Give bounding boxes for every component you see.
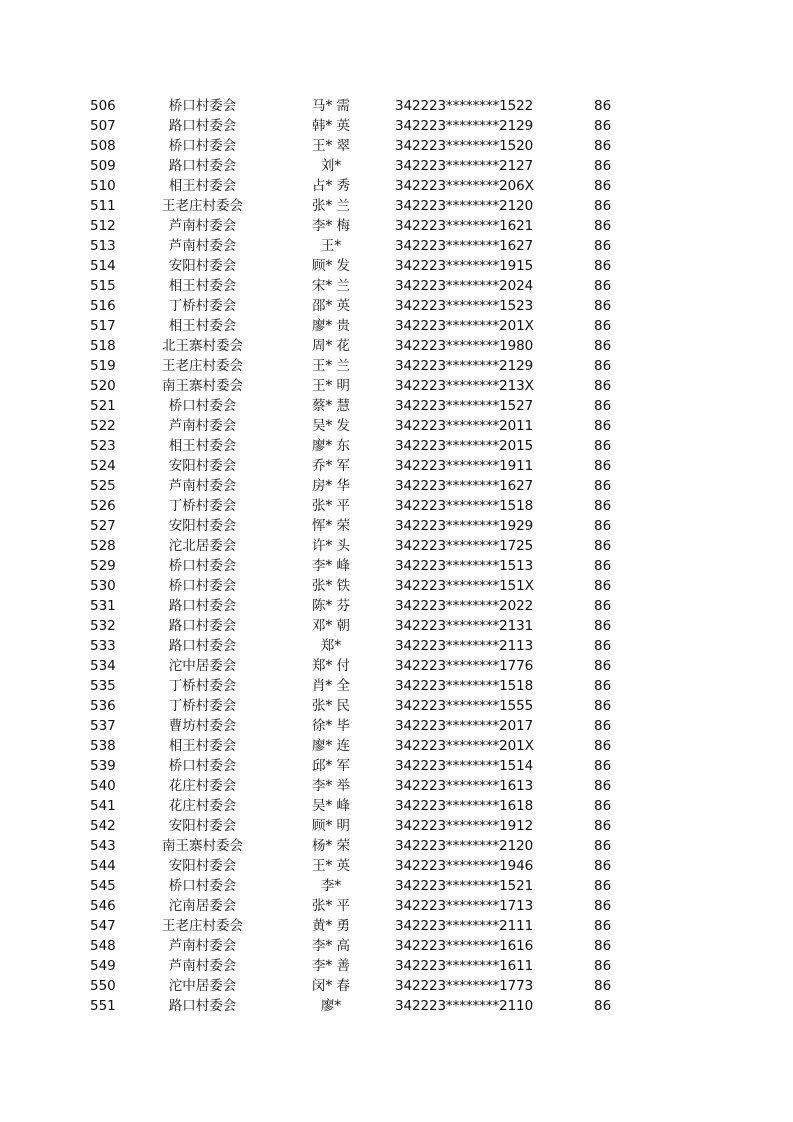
village-committee: 安阳村委会: [168, 258, 237, 274]
score-value: 86: [594, 758, 612, 774]
score-value: 86: [594, 918, 612, 934]
village-committee: 沱南居委会: [168, 898, 237, 914]
row-number: 541: [90, 798, 116, 814]
village-committee: 北王寨村委会: [162, 338, 243, 354]
table-row: [0, 676, 793, 696]
village-committee: 路口村委会: [168, 598, 237, 614]
id-number: 342223********1513: [395, 558, 534, 574]
score-value: 86: [594, 178, 612, 194]
id-number: 342223********1627: [395, 238, 534, 254]
person-name: 张* 平: [311, 898, 351, 914]
person-name: 闵* 春: [311, 978, 351, 994]
score-value: 86: [594, 298, 612, 314]
table-row: [0, 816, 793, 836]
score-value: 86: [594, 778, 612, 794]
score-value: 86: [594, 678, 612, 694]
id-number: 342223********2024: [395, 278, 534, 294]
score-value: 86: [594, 118, 612, 134]
table-row: [0, 556, 793, 576]
row-number: 512: [90, 218, 116, 234]
person-name: 李* 举: [311, 778, 351, 794]
village-committee: 沱北居委会: [168, 538, 237, 554]
person-name: 郑*: [320, 638, 342, 654]
person-name: 李*: [320, 878, 342, 894]
score-value: 86: [594, 218, 612, 234]
person-name: 许* 头: [311, 538, 351, 554]
row-number: 546: [90, 898, 116, 914]
person-name: 韩* 英: [311, 118, 351, 134]
id-number: 342223********1611: [395, 958, 534, 974]
id-number: 342223********1520: [395, 138, 534, 154]
village-committee: 南王寨村委会: [162, 838, 243, 854]
table-row: [0, 776, 793, 796]
village-committee: 花庄村委会: [168, 798, 237, 814]
row-number: 515: [90, 278, 116, 294]
id-number: 342223********1555: [395, 698, 534, 714]
row-number: 514: [90, 258, 116, 274]
id-number: 342223********1627: [395, 478, 534, 494]
table-row: [0, 656, 793, 676]
score-value: 86: [594, 598, 612, 614]
row-number: 523: [90, 438, 116, 454]
id-number: 342223********1713: [395, 898, 534, 914]
row-number: 531: [90, 598, 116, 614]
score-value: 86: [594, 638, 612, 654]
person-name: 邓* 朝: [311, 618, 351, 634]
table-row: [0, 476, 793, 496]
person-name: 吴* 发: [311, 418, 351, 434]
id-number: 342223********206X: [395, 178, 534, 194]
id-number: 342223********2120: [395, 838, 534, 854]
row-number: 551: [90, 998, 116, 1014]
score-value: 86: [594, 538, 612, 554]
person-name: 李* 梅: [311, 218, 351, 234]
id-number: 342223********213X: [395, 378, 534, 394]
id-number: 342223********1911: [395, 458, 534, 474]
id-number: 342223********201X: [395, 738, 534, 754]
village-committee: 王老庄村委会: [162, 198, 243, 214]
village-committee: 路口村委会: [168, 158, 237, 174]
village-committee: 芦南村委会: [168, 478, 237, 494]
person-name: 李* 峰: [311, 558, 351, 574]
village-committee: 南王寨村委会: [162, 378, 243, 394]
table-row: [0, 976, 793, 996]
village-committee: 安阳村委会: [168, 518, 237, 534]
score-value: 86: [594, 818, 612, 834]
id-number: 342223********2120: [395, 198, 534, 214]
id-number: 342223********2127: [395, 158, 534, 174]
village-committee: 丁桥村委会: [168, 298, 237, 314]
row-number: 518: [90, 338, 116, 354]
score-value: 86: [594, 318, 612, 334]
village-committee: 桥口村委会: [168, 578, 237, 594]
score-value: 86: [594, 878, 612, 894]
village-committee: 相王村委会: [168, 318, 237, 334]
table-row: [0, 396, 793, 416]
person-name: 廖* 贵: [311, 318, 351, 334]
person-name: 宋* 兰: [311, 278, 351, 294]
row-number: 543: [90, 838, 116, 854]
id-number: 342223********1980: [395, 338, 534, 354]
person-name: 恽* 荣: [311, 518, 351, 534]
table-row: [0, 896, 793, 916]
row-number: 524: [90, 458, 116, 474]
table-row: [0, 636, 793, 656]
village-committee: 安阳村委会: [168, 858, 237, 874]
table-row: [0, 956, 793, 976]
table-row: [0, 376, 793, 396]
village-committee: 相王村委会: [168, 738, 237, 754]
village-committee: 桥口村委会: [168, 878, 237, 894]
person-name: 周* 花: [311, 338, 351, 354]
person-name: 王* 兰: [311, 358, 351, 374]
person-name: 黄* 勇: [311, 918, 351, 934]
row-number: 550: [90, 978, 116, 994]
village-committee: 曹坊村委会: [168, 718, 237, 734]
table-row: [0, 596, 793, 616]
person-name: 廖*: [320, 998, 342, 1014]
table-row: [0, 796, 793, 816]
id-number: 342223********1621: [395, 218, 534, 234]
table-row: [0, 996, 793, 1016]
id-number: 342223********1915: [395, 258, 534, 274]
score-value: 86: [594, 158, 612, 174]
id-number: 342223********1912: [395, 818, 534, 834]
table-row: [0, 176, 793, 196]
row-number: 535: [90, 678, 116, 694]
village-committee: 路口村委会: [168, 638, 237, 654]
table-row: [0, 716, 793, 736]
village-committee: 芦南村委会: [168, 218, 237, 234]
row-number: 540: [90, 778, 116, 794]
table-row: [0, 616, 793, 636]
id-number: 342223********1518: [395, 678, 534, 694]
score-value: 86: [594, 858, 612, 874]
table-row: [0, 196, 793, 216]
row-number: 536: [90, 698, 116, 714]
row-number: 533: [90, 638, 116, 654]
score-value: 86: [594, 398, 612, 414]
score-value: 86: [594, 418, 612, 434]
table-row: [0, 296, 793, 316]
id-number: 342223********2110: [395, 998, 534, 1014]
id-number: 342223********2129: [395, 118, 534, 134]
person-name: 张* 平: [311, 498, 351, 514]
table-row: [0, 316, 793, 336]
table-row: [0, 356, 793, 376]
score-value: 86: [594, 938, 612, 954]
row-number: 532: [90, 618, 116, 634]
score-value: 86: [594, 98, 612, 114]
row-number: 527: [90, 518, 116, 534]
row-number: 525: [90, 478, 116, 494]
person-name: 占* 秀: [311, 178, 351, 194]
village-committee: 相王村委会: [168, 438, 237, 454]
table-row: [0, 496, 793, 516]
person-name: 乔* 军: [311, 458, 351, 474]
id-number: 342223********1616: [395, 938, 534, 954]
person-name: 顾* 发: [311, 258, 351, 274]
score-value: 86: [594, 618, 612, 634]
row-number: 516: [90, 298, 116, 314]
person-name: 刘*: [320, 158, 342, 174]
person-name: 顾* 明: [311, 818, 351, 834]
row-number: 526: [90, 498, 116, 514]
village-committee: 芦南村委会: [168, 418, 237, 434]
id-number: 342223********1776: [395, 658, 534, 674]
table-row: [0, 696, 793, 716]
score-value: 86: [594, 978, 612, 994]
village-committee: 路口村委会: [168, 998, 237, 1014]
score-value: 86: [594, 498, 612, 514]
table-row: [0, 536, 793, 556]
id-number: 342223********1523: [395, 298, 534, 314]
table-row: [0, 156, 793, 176]
person-name: 王*: [320, 238, 342, 254]
table-row: [0, 216, 793, 236]
person-name: 王* 英: [311, 858, 351, 874]
row-number: 511: [90, 198, 116, 214]
id-number: 342223********2015: [395, 438, 534, 454]
row-number: 547: [90, 918, 116, 934]
village-committee: 路口村委会: [168, 618, 237, 634]
score-value: 86: [594, 458, 612, 474]
village-committee: 沱中居委会: [168, 978, 237, 994]
table-row: [0, 236, 793, 256]
village-committee: 沱中居委会: [168, 658, 237, 674]
score-value: 86: [594, 378, 612, 394]
table-row: [0, 576, 793, 596]
village-committee: 安阳村委会: [168, 458, 237, 474]
id-number: 342223********1929: [395, 518, 534, 534]
village-committee: 王老庄村委会: [162, 918, 243, 934]
score-value: 86: [594, 338, 612, 354]
id-number: 342223********1773: [395, 978, 534, 994]
id-number: 342223********1725: [395, 538, 534, 554]
person-name: 房* 华: [311, 478, 351, 494]
score-value: 86: [594, 718, 612, 734]
id-number: 342223********2111: [395, 918, 534, 934]
person-name: 马* 需: [311, 98, 351, 114]
table-row: [0, 516, 793, 536]
table-row: [0, 276, 793, 296]
score-value: 86: [594, 198, 612, 214]
person-name: 邵* 英: [311, 298, 351, 314]
table-row: [0, 416, 793, 436]
person-name: 陈* 芬: [311, 598, 351, 614]
score-value: 86: [594, 898, 612, 914]
id-number: 342223********2017: [395, 718, 534, 734]
score-value: 86: [594, 798, 612, 814]
score-value: 86: [594, 238, 612, 254]
village-committee: 桥口村委会: [168, 558, 237, 574]
row-number: 509: [90, 158, 116, 174]
person-name: 廖* 连: [311, 738, 351, 754]
score-value: 86: [594, 478, 612, 494]
person-name: 张* 铁: [311, 578, 351, 594]
score-value: 86: [594, 358, 612, 374]
row-number: 506: [90, 98, 116, 114]
person-name: 张* 兰: [311, 198, 351, 214]
id-number: 342223********1946: [395, 858, 534, 874]
score-value: 86: [594, 958, 612, 974]
person-name: 邱* 军: [311, 758, 351, 774]
village-committee: 花庄村委会: [168, 778, 237, 794]
row-number: 507: [90, 118, 116, 134]
score-value: 86: [594, 138, 612, 154]
row-number: 529: [90, 558, 116, 574]
row-number: 548: [90, 938, 116, 954]
person-name: 蔡* 慧: [311, 398, 351, 414]
table-row: [0, 736, 793, 756]
person-name: 杨* 荣: [311, 838, 351, 854]
id-number: 342223********2131: [395, 618, 534, 634]
score-value: 86: [594, 998, 612, 1014]
id-number: 342223********151X: [395, 578, 534, 594]
table-row: [0, 116, 793, 136]
village-committee: 芦南村委会: [168, 958, 237, 974]
village-committee: 丁桥村委会: [168, 678, 237, 694]
row-number: 513: [90, 238, 116, 254]
row-number: 517: [90, 318, 116, 334]
village-committee: 路口村委会: [168, 118, 237, 134]
village-committee: 芦南村委会: [168, 238, 237, 254]
village-committee: 安阳村委会: [168, 818, 237, 834]
row-number: 528: [90, 538, 116, 554]
table-row: [0, 136, 793, 156]
village-committee: 王老庄村委会: [162, 358, 243, 374]
id-number: 342223********2022: [395, 598, 534, 614]
row-number: 545: [90, 878, 116, 894]
score-value: 86: [594, 258, 612, 274]
id-number: 342223********1613: [395, 778, 534, 794]
table-row: [0, 916, 793, 936]
person-name: 肖* 全: [311, 678, 351, 694]
village-committee: 芦南村委会: [168, 938, 237, 954]
score-value: 86: [594, 518, 612, 534]
village-committee: 丁桥村委会: [168, 698, 237, 714]
score-value: 86: [594, 558, 612, 574]
table-row: [0, 96, 793, 116]
person-name: 王* 翠: [311, 138, 351, 154]
score-value: 86: [594, 578, 612, 594]
id-number: 342223********1522: [395, 98, 534, 114]
village-committee: 相王村委会: [168, 278, 237, 294]
person-name: 张* 民: [311, 698, 351, 714]
row-number: 549: [90, 958, 116, 974]
id-number: 342223********201X: [395, 318, 534, 334]
record-table: [0, 96, 793, 1016]
id-number: 342223********1521: [395, 878, 534, 894]
score-value: 86: [594, 658, 612, 674]
table-row: [0, 856, 793, 876]
row-number: 530: [90, 578, 116, 594]
id-number: 342223********1618: [395, 798, 534, 814]
row-number: 542: [90, 818, 116, 834]
row-number: 508: [90, 138, 116, 154]
score-value: 86: [594, 838, 612, 854]
table-row: [0, 876, 793, 896]
table-row: [0, 936, 793, 956]
village-committee: 桥口村委会: [168, 138, 237, 154]
id-number: 342223********2129: [395, 358, 534, 374]
row-number: 519: [90, 358, 116, 374]
row-number: 522: [90, 418, 116, 434]
score-value: 86: [594, 438, 612, 454]
id-number: 342223********1527: [395, 398, 534, 414]
row-number: 510: [90, 178, 116, 194]
row-number: 539: [90, 758, 116, 774]
table-row: [0, 836, 793, 856]
village-committee: 丁桥村委会: [168, 498, 237, 514]
row-number: 520: [90, 378, 116, 394]
table-row: [0, 436, 793, 456]
row-number: 538: [90, 738, 116, 754]
person-name: 廖* 东: [311, 438, 351, 454]
person-name: 吴* 峰: [311, 798, 351, 814]
score-value: 86: [594, 278, 612, 294]
table-row: [0, 256, 793, 276]
score-value: 86: [594, 698, 612, 714]
person-name: 李* 善: [311, 958, 351, 974]
person-name: 王* 明: [311, 378, 351, 394]
id-number: 342223********2011: [395, 418, 534, 434]
row-number: 521: [90, 398, 116, 414]
table-row: [0, 456, 793, 476]
score-value: 86: [594, 738, 612, 754]
person-name: 李* 高: [311, 938, 351, 954]
id-number: 342223********1514: [395, 758, 534, 774]
person-name: 郑* 付: [311, 658, 351, 674]
table-row: [0, 756, 793, 776]
row-number: 534: [90, 658, 116, 674]
village-committee: 桥口村委会: [168, 398, 237, 414]
village-committee: 相王村委会: [168, 178, 237, 194]
id-number: 342223********1518: [395, 498, 534, 514]
id-number: 342223********2113: [395, 638, 534, 654]
row-number: 537: [90, 718, 116, 734]
village-committee: 桥口村委会: [168, 758, 237, 774]
village-committee: 桥口村委会: [168, 98, 237, 114]
row-number: 544: [90, 858, 116, 874]
person-name: 徐* 毕: [311, 718, 351, 734]
table-row: [0, 336, 793, 356]
